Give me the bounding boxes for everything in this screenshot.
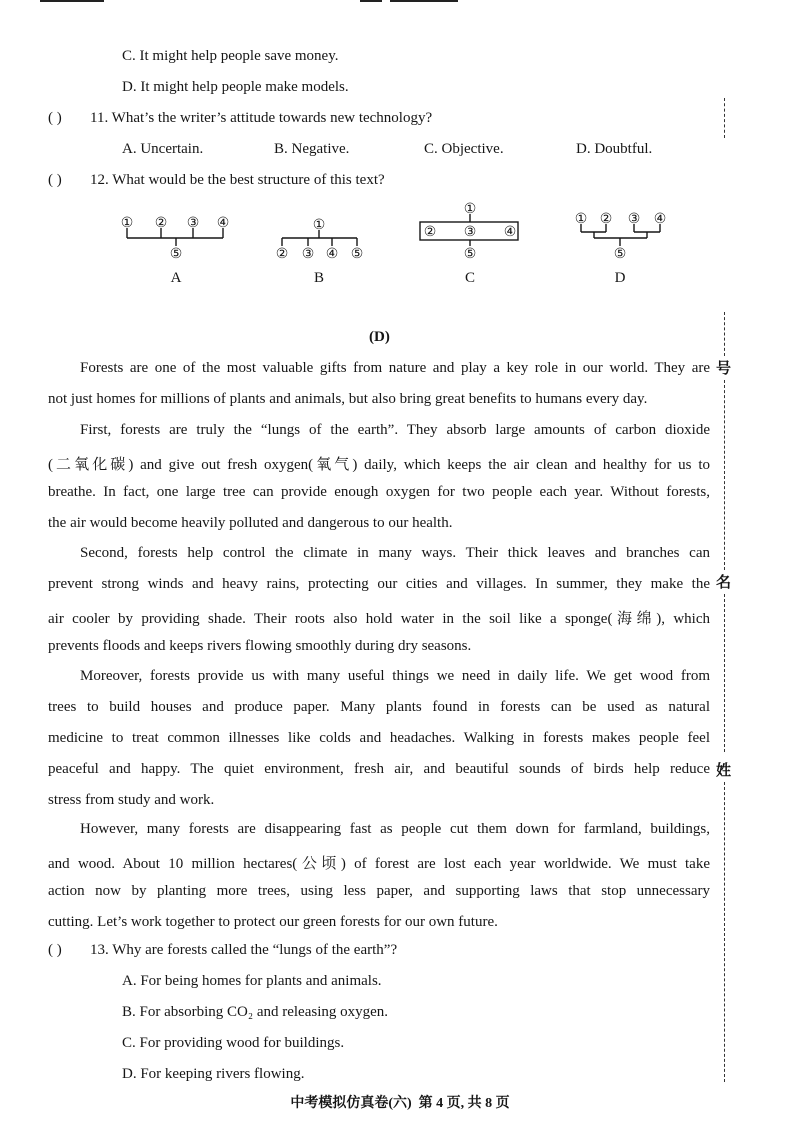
structure-diagram-c — [420, 202, 518, 286]
passage-line: Second, forests help control the climate in many ways. Their thick leaves and branches can — [80, 545, 710, 561]
node-4: ④ — [216, 216, 230, 231]
question-13-stem: 13. Why are forests called the “lungs of the earth”? — [90, 942, 398, 958]
margin-label-char: 名 — [716, 573, 732, 591]
node-4: ④ — [325, 247, 339, 262]
node-5: ⑤ — [350, 247, 364, 262]
structure-diagram-d — [575, 212, 667, 286]
node-4: ④ — [503, 225, 517, 240]
node-1: ① — [312, 218, 326, 233]
passage-line: cutting. Let’s work together to protect our green forests for our own future. — [48, 914, 498, 930]
passage-line: action now by planting more trees, using less paper, and supporting laws that stop unnecessary — [48, 883, 710, 899]
passage-line: However, many forests are disappearing fast as people cut them down for farmland, buildings, — [80, 821, 710, 837]
passage-line: Moreover, forests provide us with many useful things we need in daily life. We get wood from — [80, 668, 710, 684]
q11-option-b: B. Negative. — [274, 141, 350, 157]
structure-diagrams — [0, 198, 800, 298]
binding-margin-dashed-line — [724, 312, 725, 356]
q11-option-c: C. Objective. — [424, 141, 504, 157]
structure-diagram-b — [276, 218, 364, 286]
margin-label-char: 姓 — [716, 761, 732, 779]
passage-line: Forests are one of the most valuable gifts from nature and play a key role in our world. They are — [80, 360, 710, 376]
question-11-stem: 11. What’s the writer’s attitude towards new technology? — [90, 110, 433, 126]
passage-line: prevent strong winds and heavy rains, protecting our cities and villages. In summer, they make the — [48, 576, 710, 592]
diagram-label: A — [170, 270, 182, 286]
diagram-label: B — [313, 270, 325, 286]
node-5: ⑤ — [169, 247, 183, 262]
margin-label-char: 号 — [716, 359, 732, 377]
binding-margin-dashed-line — [724, 594, 725, 752]
binding-margin-dashed-line — [724, 782, 725, 1082]
q13-option-b: B. For absorbing CO₂ and releasing oxygen. — [122, 1004, 389, 1020]
node-5: ⑤ — [613, 247, 627, 262]
node-1: ① — [120, 216, 134, 231]
q13-option-c: C. For providing wood for buildings. — [122, 1035, 345, 1051]
section-heading: (D) — [369, 329, 390, 345]
q11-option-d: D. Doubtful. — [576, 141, 653, 157]
node-3: ③ — [186, 216, 200, 231]
answer-blank[interactable]: ( ) — [48, 110, 62, 126]
node-3: ③ — [627, 212, 641, 227]
top-rule-right — [390, 0, 458, 2]
passage-line: medicine to treat common illnesses like colds and headaches. Walking in forests makes people feel — [48, 730, 710, 746]
page-footer: 中考模拟仿真卷(六) 第 4 页, 共 8 页 — [290, 1096, 510, 1111]
passage-line: (二氧化碳) and give out fresh oxygen(氧气) daily, which keeps the air clean and healthy for us to — [48, 457, 710, 473]
node-1: ① — [574, 212, 588, 227]
passage-line: breathe. In fact, one large tree can provide enough oxygen for two people each year. Without forests, — [48, 484, 710, 500]
question-12-stem: 12. What would be the best structure of this text? — [90, 172, 385, 188]
top-rule-mid — [360, 0, 382, 2]
node-1: ① — [463, 202, 477, 217]
q13-option-d: D. For keeping rivers flowing. — [122, 1066, 305, 1082]
node-3: ③ — [463, 225, 477, 240]
diagram-label: C — [464, 270, 476, 286]
passage-line: peaceful and happy. The quiet environment, fresh air, and beautiful sounds of birds help reduce — [48, 761, 710, 777]
passage-line: prevents floods and keeps rivers flowing smoothly during dry seasons. — [48, 638, 472, 654]
binding-margin-dashed-line — [724, 380, 725, 570]
node-4: ④ — [653, 212, 667, 227]
node-2: ② — [599, 212, 613, 227]
passage-line: stress from study and work. — [48, 792, 215, 808]
node-2: ② — [423, 225, 437, 240]
q13-option-a: A. For being homes for plants and animals. — [122, 973, 382, 989]
diagram-label: D — [614, 270, 626, 286]
q11-option-a: A. Uncertain. — [122, 141, 204, 157]
passage-line: not just homes for millions of plants and animals, but also bring great benefits to humans every day. — [48, 391, 648, 407]
node-5: ⑤ — [463, 247, 477, 262]
passage-line: and wood. About 10 million hectares(公顷) of forest are lost each year worldwide. We must take — [48, 856, 710, 872]
node-2: ② — [275, 247, 289, 262]
passage-line: First, forests are truly the “lungs of the earth”. They absorb large amounts of carbon dioxide — [80, 422, 710, 438]
passage-line: air cooler by providing shade. Their roots also hold water in the soil like a sponge(海绵), which — [48, 611, 710, 627]
answer-blank[interactable]: ( ) — [48, 172, 62, 188]
binding-margin-dashed-line — [724, 98, 725, 138]
passage-line: the air would become heavily polluted and dangerous to our health. — [48, 515, 453, 531]
node-3: ③ — [301, 247, 315, 262]
q10-option-c: C. It might help people save money. — [122, 48, 339, 64]
passage-line: trees to build houses and produce paper. Many plants found in forests can be used as natural — [48, 699, 710, 715]
node-2: ② — [154, 216, 168, 231]
answer-blank[interactable]: ( ) — [48, 942, 62, 958]
top-rule-left — [40, 0, 104, 2]
structure-diagram-a — [121, 216, 230, 286]
q10-option-d: D. It might help people make models. — [122, 79, 349, 95]
